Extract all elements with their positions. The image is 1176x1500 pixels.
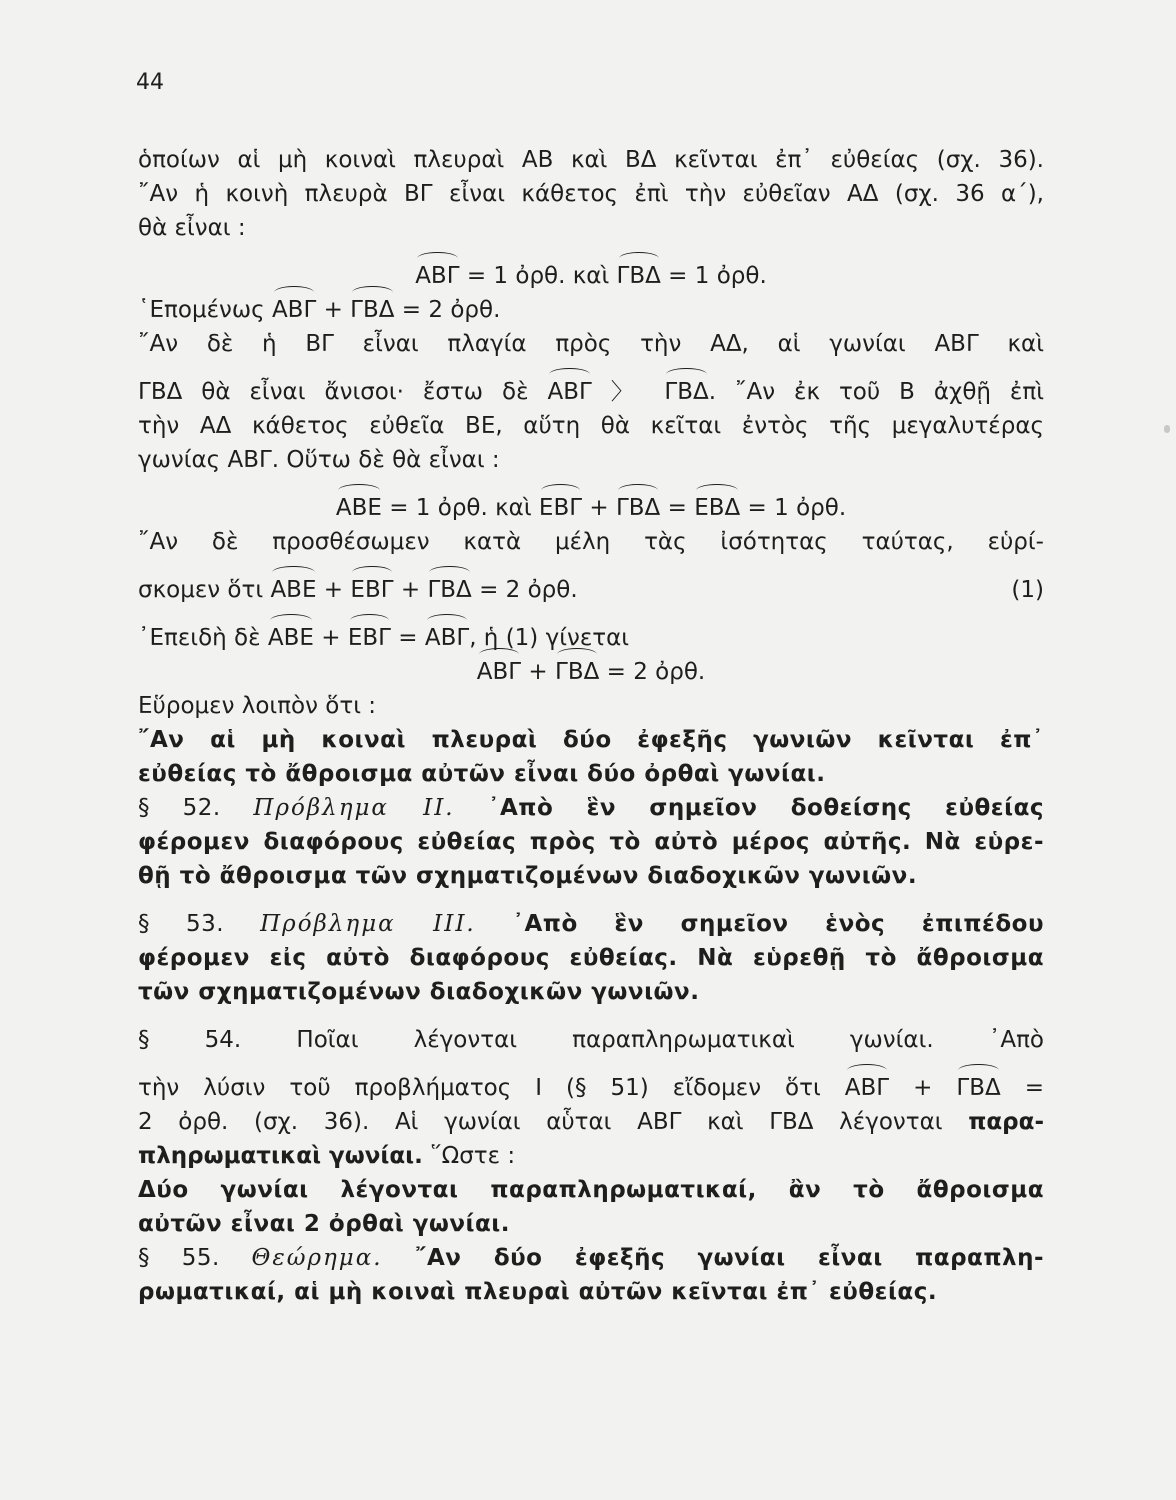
- text-segment: φέρομεν διαφόρους εὐθείας πρὸς τὸ αὐτὸ μέρος αὐτῆς. Νὰ εὑρε-: [138, 829, 1044, 855]
- text-segment: πληρωματικαὶ γωνίαι.: [138, 1143, 423, 1169]
- angle-notation: ΑΒΕ: [270, 573, 316, 607]
- text-line: [138, 525, 1044, 559]
- text-segment: = 2 ὀρθ.: [599, 659, 706, 685]
- text-segment: τῶν σχηματιζομένων διαδοχικῶν γωνιῶν.: [138, 979, 700, 1005]
- angle-notation: ΑΒΓ: [272, 293, 316, 327]
- text-segment: § 55.: [138, 1245, 252, 1271]
- text-line: [138, 907, 1044, 941]
- text-line: [138, 975, 1044, 1009]
- line-gap: [138, 477, 1044, 491]
- angle-notation: ΓΒΔ: [555, 655, 599, 689]
- text-line: [138, 1207, 1044, 1241]
- text-segment: ὁποίων αἱ μὴ κοιναὶ πλευραὶ ΑΒ καὶ ΒΔ κεῖνται ἐπ᾽ εὐθείας (σχ. 36).: [138, 147, 1044, 173]
- text-line: [138, 409, 1044, 443]
- angle-notation: ΑΒΕ: [268, 621, 314, 655]
- text-segment: θὰ εἶναι :: [138, 215, 246, 241]
- text-segment: Δύο γωνίαι λέγονται παραπληρωματικαί, ἂν τὸ ἄθροισμα: [138, 1177, 1044, 1203]
- text-segment: § 53.: [138, 911, 261, 937]
- text-segment: = 2 ὀρθ.: [394, 297, 501, 323]
- text-segment: ᾿Επειδὴ δὲ: [138, 625, 268, 651]
- section-heading: Θεώρημα.: [251, 1245, 383, 1271]
- angle-notation: ΑΒΓ: [425, 621, 469, 655]
- angle-notation: ΑΒΓ: [477, 655, 521, 689]
- text-line: [138, 1275, 1044, 1309]
- section-heading: Πρόβλημα ΙΙΙ.: [260, 911, 476, 937]
- text-segment: 〉: [591, 379, 665, 405]
- text-segment: τὴν λύσιν τοῦ προβλήματος Ι (§ 51) εἴδομεν ὅτι: [138, 1075, 845, 1101]
- text-line: [138, 177, 1044, 211]
- text-segment: ΓΒΔ θὰ εἶναι ἄνισοι· ἔστω δὲ: [138, 379, 548, 405]
- text-segment: = 1 ὀρθ.: [660, 263, 767, 289]
- angle-notation: ΓΒΔ: [617, 259, 661, 293]
- text-segment: ῾Επομένως: [138, 297, 272, 323]
- line-gap: [138, 361, 1044, 375]
- text-segment: γωνίας ΑΒΓ. Οὕτω δὲ θὰ εἶναι :: [138, 447, 500, 473]
- text-segment: εὐθείας τὸ ἄθροισμα αὐτῶν εἶναι δύο ὀρθαὶ γωνίαι.: [138, 761, 826, 787]
- text-segment: θῇ τὸ ἄθροισμα τῶν σχηματιζομένων διαδοχικῶν γωνιῶν.: [138, 863, 918, 889]
- text-segment: =: [1000, 1075, 1044, 1101]
- text-line: [138, 859, 1044, 893]
- text-line: [138, 723, 1044, 757]
- text-line: [138, 443, 1044, 477]
- text-line: [138, 1105, 1044, 1139]
- angle-notation: ΕΒΓ: [348, 621, 391, 655]
- text-segment: = 2 ὀρθ.: [471, 577, 578, 603]
- text-segment: παρα-: [968, 1109, 1044, 1135]
- text-line: [138, 491, 1044, 525]
- text-line: [138, 1173, 1044, 1207]
- text-segment: = 1 ὀρθ.: [740, 495, 847, 521]
- text-line: [138, 757, 1044, 791]
- line-gap: [138, 1009, 1044, 1023]
- text-line: [138, 689, 1044, 723]
- line-gap: [138, 893, 1044, 907]
- text-segment: +: [889, 1075, 957, 1101]
- angle-notation: ΓΒΔ: [956, 1071, 1000, 1105]
- scan-mark: [1164, 425, 1170, 433]
- text-segment: +: [521, 659, 555, 685]
- text-segment: αὐτῶν εἶναι 2 ὀρθαὶ γωνίαι.: [138, 1211, 511, 1237]
- text-segment: § 54. Ποῖαι λέγονται παραπληρωματικαὶ γωνίαι. ᾿Απὸ: [138, 1027, 1044, 1053]
- text-line: [138, 941, 1044, 975]
- text-line: [138, 1071, 1044, 1105]
- text-line: [138, 1241, 1044, 1275]
- text-segment: τὴν ΑΔ κάθετος εὐθεῖα ΒΕ, αὕτη θὰ κεῖται ἐντὸς τῆς μεγαλυτέρας: [138, 413, 1044, 439]
- line-gap: [138, 245, 1044, 259]
- text-segment: § 52.: [138, 795, 254, 821]
- angle-notation: ΕΒΓ: [539, 491, 582, 525]
- text-segment: ῞Ωστε :: [422, 1143, 516, 1169]
- angle-notation: ΕΒΓ: [350, 573, 393, 607]
- text-segment: ρωματικαί, αἱ μὴ κοιναὶ πλευραὶ αὐτῶν κεῖνται ἐπ᾽ εὐθείας.: [138, 1279, 938, 1305]
- text-segment: , ἡ (1) γίνεται: [469, 625, 630, 651]
- angle-notation: ΓΒΔ: [427, 573, 471, 607]
- text-segment: +: [313, 625, 348, 651]
- page-text: [138, 143, 1044, 1309]
- text-line: [138, 655, 1044, 689]
- angle-notation: ΑΒΓ: [845, 1071, 889, 1105]
- text-segment: =: [660, 495, 695, 521]
- text-line: [138, 259, 1044, 293]
- angle-notation: ΑΒΕ: [336, 491, 382, 525]
- text-segment: 2 ὀρθ. (σχ. 36). Αἱ γωνίαι αὗται ΑΒΓ καὶ ΓΒΔ λέγονται: [138, 1109, 969, 1135]
- text-segment: ᾿Απὸ ἓν σημεῖον δοθείσης εὐθείας: [454, 795, 1045, 821]
- text-line: [138, 375, 1044, 409]
- text-segment: ῎Αν δὲ προσθέσωμεν κατὰ μέλη τὰς ἰσότητας ταύτας, εὑρί-: [138, 529, 1044, 555]
- text-segment: ῎Αν δύο ἐφεξῆς γωνίαι εἶναι παραπλη-: [382, 1245, 1044, 1271]
- text-segment: ᾿Απὸ ἓν σημεῖον ἑνὸς ἐπιπέδου: [475, 911, 1044, 937]
- text-line: [138, 573, 1044, 607]
- text-line: [138, 143, 1044, 177]
- text-segment: +: [316, 297, 351, 323]
- text-line: [138, 211, 1044, 245]
- text-segment: =: [390, 625, 425, 651]
- text-segment: = 1 ὀρθ. καὶ: [381, 495, 539, 521]
- angle-notation: ΑΒΓ: [547, 375, 591, 409]
- text-segment: ῎Αν ἡ κοινὴ πλευρὰ ΒΓ εἶναι κάθετος ἐπὶ τὴν εὐθεῖαν ΑΔ (σχ. 36 α΄),: [138, 181, 1044, 207]
- text-segment: +: [582, 495, 616, 521]
- text-line: [138, 1139, 1044, 1173]
- text-segment: σκομεν ὅτι: [138, 577, 271, 603]
- text-segment: Εὕρομεν λοιπὸν ὅτι :: [138, 693, 377, 719]
- text-segment: +: [393, 577, 428, 603]
- angle-notation: ΕΒΔ: [694, 491, 740, 525]
- angle-notation: ΓΒΔ: [350, 293, 394, 327]
- text-line: [138, 791, 1044, 825]
- text-segment: = 1 ὀρθ. καὶ: [459, 263, 617, 289]
- text-segment: ῎Αν δὲ ἡ ΒΓ εἶναι πλαγία πρὸς τὴν ΑΔ, αἱ γωνίαι ΑΒΓ καὶ: [138, 331, 1044, 357]
- text-segment: ῎Αν αἱ μὴ κοιναὶ πλευραὶ δύο ἐφεξῆς γωνιῶν κεῖνται ἐπ᾽: [138, 727, 1044, 753]
- text-line: [138, 825, 1044, 859]
- page-number: 44: [136, 70, 164, 95]
- text-line: [138, 1023, 1044, 1057]
- angle-notation: ΑΒΓ: [415, 259, 459, 293]
- text-segment: φέρομεν εἰς αὐτὸ διαφόρους εὐθείας. Νὰ εὑρεθῇ τὸ ἄθροισμα: [138, 945, 1044, 971]
- line-gap: [138, 1057, 1044, 1071]
- text-line: [138, 327, 1044, 361]
- angle-notation: ΓΒΔ: [616, 491, 660, 525]
- text-segment: +: [316, 577, 351, 603]
- text-line: [138, 293, 1044, 327]
- equation-number: (1): [1011, 577, 1044, 603]
- section-heading: Πρόβλημα ΙΙ.: [253, 795, 455, 821]
- text-segment: . ῎Αν ἐκ τοῦ Β ἀχθῇ ἐπὶ: [708, 379, 1044, 405]
- angle-notation: ΓΒΔ: [664, 375, 708, 409]
